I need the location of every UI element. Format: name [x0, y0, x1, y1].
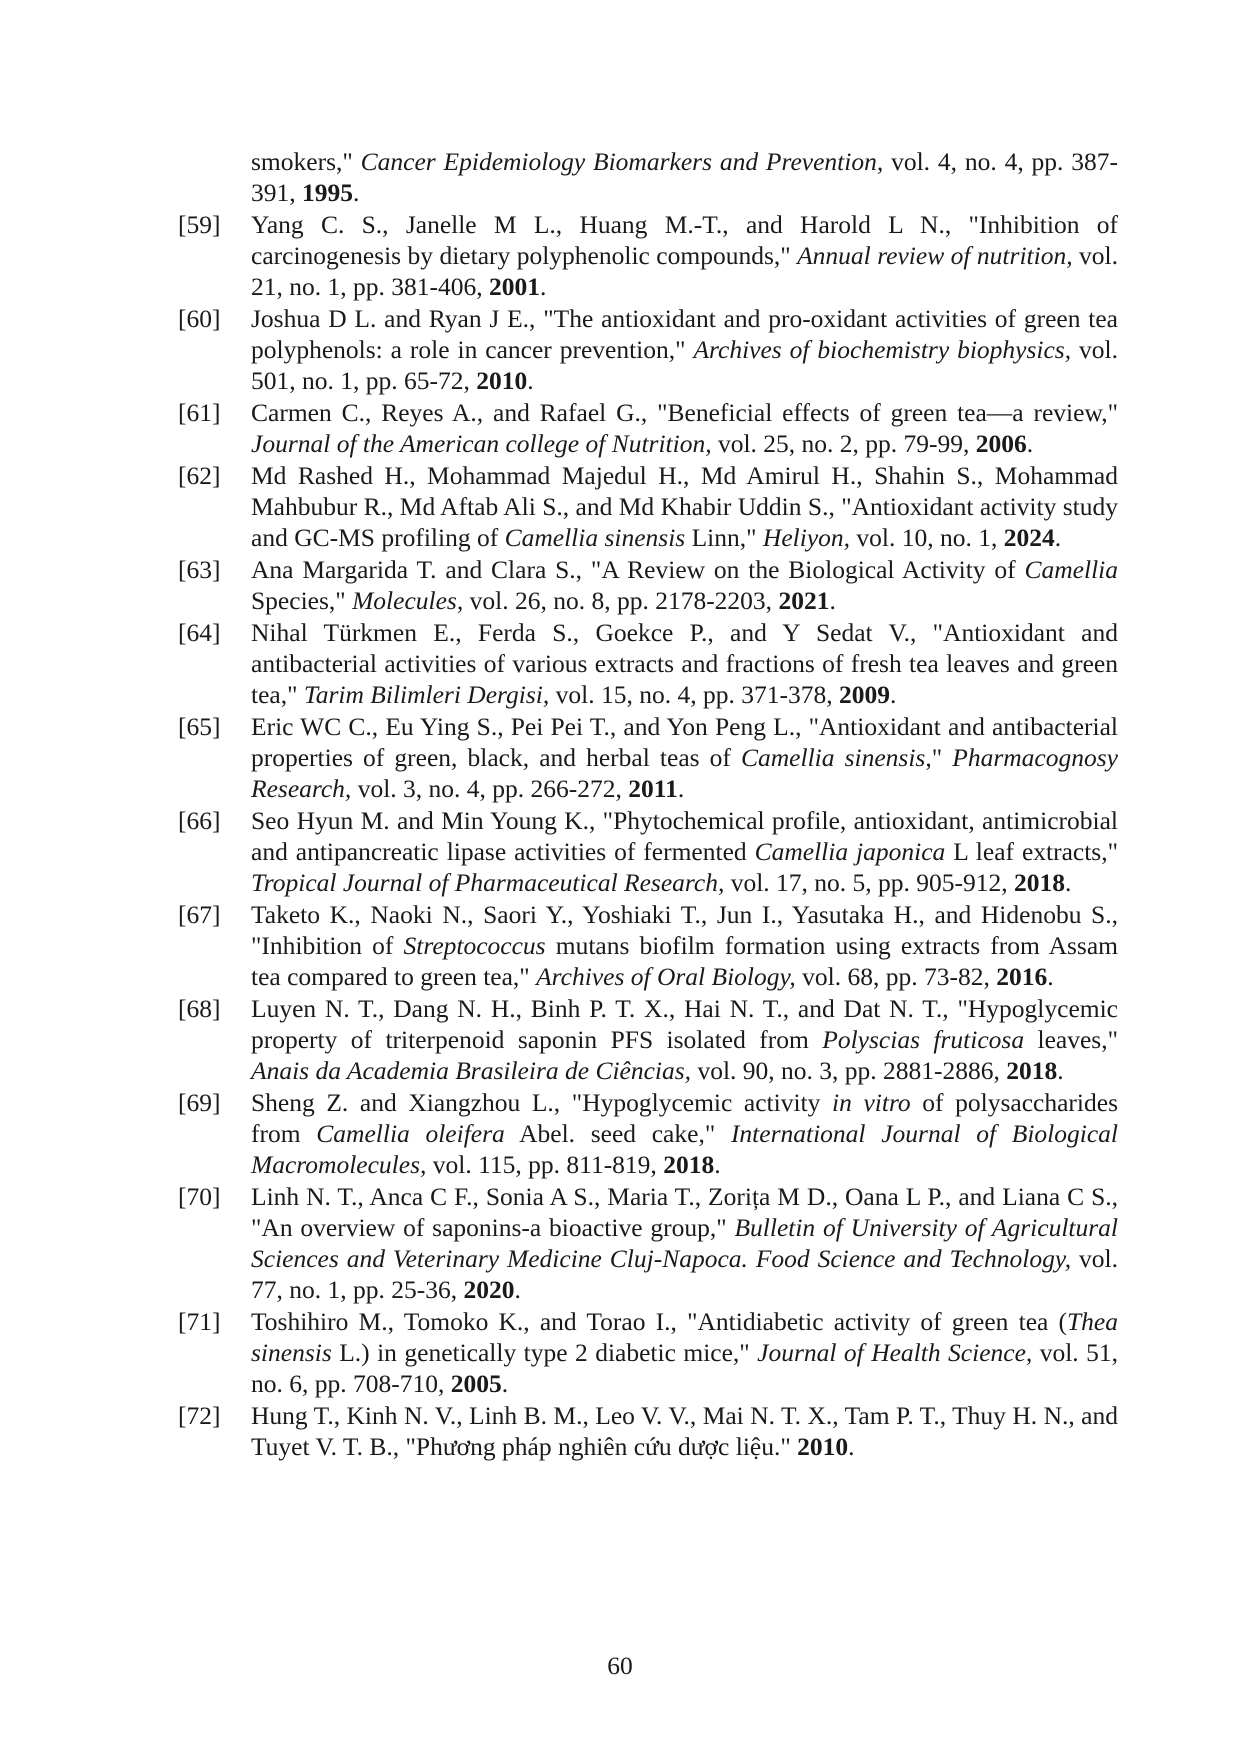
italic-segment: Cancer Epidemiology Biomarkers and Prevention,	[360, 147, 884, 176]
text-segment: .	[1054, 523, 1062, 552]
italic-segment: Anais da Academia Brasileira de Ciências,	[251, 1056, 692, 1085]
italic-segment: Heliyon,	[762, 523, 851, 552]
text-segment: vol. 25, no. 2, pp. 79-99,	[711, 429, 976, 458]
text-segment: smokers,"	[251, 147, 361, 176]
reference-text	[251, 899, 1118, 992]
text-segment: Eric WC C., Eu Ying S., Pei Pei T., and Yon Peng L., "Antioxidant and antibacterial properties of green, black, and herbal teas of	[251, 712, 1118, 772]
text-segment: vol. 10, no. 1,	[850, 523, 1004, 552]
text-segment: Joshua D L. and Ryan J E., "The antioxidant and pro-oxidant activities of green tea polyphenols: a role in cancer prevention,"	[251, 304, 1118, 364]
reference-entry	[178, 617, 1118, 710]
text-segment: .	[514, 1275, 521, 1304]
text-segment: vol. 15, no. 4, pp. 371-378,	[549, 680, 839, 709]
reference-text	[251, 711, 1118, 804]
year-bold: 1995	[302, 178, 353, 207]
reference-entry	[178, 899, 1118, 992]
reference-entry	[178, 397, 1118, 459]
italic-segment: Journal of the American college of Nutrition,	[251, 429, 712, 458]
italic-segment: Camellia oleifera	[316, 1119, 505, 1148]
italic-segment: Bulletin of University of Agricultural Sciences and Veterinary Medicine Cluj-Napoca. Food Science and Technology,	[251, 1213, 1118, 1273]
year-bold: 2018	[663, 1150, 715, 1179]
italic-segment: Archives of biochemistry biophysics,	[693, 335, 1072, 364]
text-segment: .	[527, 366, 534, 395]
reference-entries	[178, 209, 1118, 1462]
reference-text	[251, 1087, 1118, 1180]
text-segment: .	[1065, 868, 1072, 897]
text-segment: Hung T., Kinh N. V., Linh B. M., Leo V. V., Mai N. T. X., Tam P. T., Thuy H. N., and Tuyet V. T. B., "Phương pháp nghiên cứu dược liệu."	[251, 1401, 1118, 1461]
italic-segment: Pharmacognosy Research,	[251, 743, 1118, 803]
reference-entry	[178, 303, 1118, 396]
year-bold: 2011	[628, 774, 678, 803]
reference-text	[251, 303, 1118, 396]
text-segment: Linn,"	[685, 523, 763, 552]
italic-segment: Camellia sinensis	[504, 523, 686, 552]
text-segment: ,"	[925, 743, 953, 772]
text-segment: vol. 115, pp. 811-819,	[426, 1150, 664, 1179]
reference-number: [67]	[178, 900, 221, 929]
text-segment: .	[889, 680, 897, 709]
italic-segment: Polyscias fruticosa	[822, 1025, 1025, 1054]
italic-segment: Journal of Health Science,	[757, 1338, 1033, 1367]
italic-segment: Camellia japonica	[754, 837, 946, 866]
text-segment: .	[353, 178, 360, 207]
italic-segment: Archives of Oral Biology,	[536, 962, 796, 991]
text-segment: .	[501, 1369, 509, 1398]
text-segment: .	[1026, 429, 1034, 458]
reference-number: [64]	[178, 618, 221, 647]
text-segment: Luyen N. T., Dang N. H., Binh P. T. X., Hai N. T., and Dat N. T., "Hypoglycemic property of triterpenoid saponin PFS isolated from	[251, 994, 1118, 1054]
reference-number: [66]	[178, 806, 221, 835]
reference-number: [63]	[178, 555, 221, 584]
text-segment: .	[848, 1432, 855, 1461]
italic-segment: Camellia sinensis	[741, 743, 926, 772]
italic-segment: Thea sinensis	[251, 1307, 1118, 1367]
text-segment: .	[677, 774, 685, 803]
text-segment: Yang C. S., Janelle M L., Huang M.-T., and Harold L N., "Inhibition of carcinogenesis by dietary polyphenolic compounds,"	[251, 210, 1118, 270]
text-segment: L.) in genetically type 2 diabetic mice,"	[331, 1338, 758, 1367]
text-segment: Taketo K., Naoki N., Saori Y., Yoshiaki T., Jun I., Yasutaka H., and Hidenobu S., "Inhibition of	[251, 900, 1118, 960]
year-bold: 2005	[450, 1369, 502, 1398]
year-bold: 2020	[463, 1275, 515, 1304]
reference-number: [70]	[178, 1182, 221, 1211]
reference-entry	[178, 805, 1118, 898]
reference-entry	[178, 1181, 1118, 1305]
text-segment: Species,"	[251, 586, 353, 615]
text-segment: vol. 77, no. 1, pp. 25-36,	[251, 1244, 1118, 1304]
text-segment: Seo Hyun M. and Min Young K., "Phytochemical profile, antioxidant, antimicrobial and antipancreatic lipase activities of fermented	[251, 806, 1118, 866]
reference-entry	[178, 711, 1118, 804]
reference-number: [69]	[178, 1088, 221, 1117]
italic-segment: in vitro	[832, 1088, 911, 1117]
reference-text	[251, 397, 1118, 459]
year-bold: 2018	[1014, 868, 1066, 897]
text-segment: Sheng Z. and Xiangzhou L., "Hypoglycemic activity	[251, 1088, 833, 1117]
text-segment: vol. 21, no. 1, pp. 381-406,	[251, 241, 1118, 301]
reference-list	[178, 146, 1118, 1462]
text-segment: of polysaccharides from	[251, 1088, 1118, 1148]
reference-entry	[178, 1087, 1118, 1180]
reference-text	[251, 1181, 1118, 1305]
reference-text	[251, 805, 1118, 898]
text-segment: vol. 26, no. 8, pp. 2178-2203,	[463, 586, 779, 615]
year-bold: 2021	[778, 586, 830, 615]
text-segment: Carmen C., Reyes A., and Rafael G., "Beneficial effects of green tea—a review,"	[251, 398, 1118, 427]
reference-text	[251, 460, 1118, 553]
text-segment: vol. 17, no. 5, pp. 905-912,	[724, 868, 1015, 897]
text-segment: vol. 4, no. 4, pp. 387-391,	[251, 147, 1118, 207]
text-segment: vol. 501, no. 1, pp. 65-72,	[251, 335, 1118, 395]
year-bold: 2009	[838, 680, 890, 709]
text-segment: .	[540, 272, 547, 301]
text-segment: .	[1047, 962, 1054, 991]
year-bold: 2016	[996, 962, 1048, 991]
text-segment: vol. 68, pp. 73-82,	[795, 962, 997, 991]
text-segment: vol. 51, no. 6, pp. 708-710,	[251, 1338, 1119, 1398]
reference-number: [68]	[178, 994, 221, 1023]
reference-number: [60]	[178, 304, 221, 333]
year-bold: 2001	[489, 272, 540, 301]
reference-text	[251, 554, 1118, 616]
reference-text	[251, 993, 1118, 1086]
year-bold: 2010	[476, 366, 528, 395]
year-bold: 2010	[797, 1432, 849, 1461]
reference-text	[251, 1400, 1118, 1462]
reference-entry	[178, 209, 1118, 302]
year-bold: 2006	[975, 429, 1027, 458]
page-number: 60	[607, 1651, 633, 1680]
reference-number: [61]	[178, 398, 221, 427]
reference-number: [72]	[178, 1401, 221, 1430]
reference-entry	[178, 460, 1118, 553]
italic-segment: Molecules,	[352, 586, 464, 615]
text-segment: leaves,"	[1024, 1025, 1119, 1054]
italic-segment: Camellia	[1024, 555, 1118, 584]
text-segment: .	[1057, 1056, 1064, 1085]
text-segment: L leaf extracts,"	[945, 837, 1119, 866]
reference-entry	[178, 1306, 1118, 1399]
reference-number: [71]	[178, 1307, 221, 1336]
reference-text	[251, 617, 1118, 710]
italic-segment: Tropical Journal of Pharmaceutical Research,	[251, 868, 725, 897]
year-bold: 2024	[1003, 523, 1055, 552]
reference-text	[251, 209, 1118, 302]
reference-number: [65]	[178, 712, 221, 741]
text-segment: Md Rashed H., Mohammad Majedul H., Md Amirul H., Shahin S., Mohammad Mahbubur R., Md Aftab Ali S., and Md Khabir Uddin S., "Antioxidant activity study and GC-MS profiling of	[251, 461, 1118, 552]
text-segment: Abel. seed cake,"	[504, 1119, 731, 1148]
text-segment: .	[829, 586, 836, 615]
text-segment: Nihal Türkmen E., Ferda S., Goekce P., and Y Sedat V., "Antioxidant and antibacterial activities of various extracts and fractions of fresh tea leaves and green tea,"	[251, 618, 1118, 709]
reference-entry	[178, 1400, 1118, 1462]
reference-entry	[178, 993, 1118, 1086]
reference-continuation	[251, 146, 1118, 208]
italic-segment: Annual review of nutrition,	[797, 241, 1073, 270]
reference-number: [62]	[178, 461, 221, 490]
reference-entry	[178, 554, 1118, 616]
italic-segment: Tarim Bilimleri Dergisi,	[303, 680, 550, 709]
text-segment: mutans biofilm formation using extracts from Assam tea compared to green tea,"	[251, 931, 1119, 991]
italic-segment: International Journal of Biological Macromolecules,	[251, 1119, 1119, 1179]
reference-number: [59]	[178, 210, 221, 239]
text-segment: Toshihiro M., Tomoko K., and Torao I., "Antidiabetic activity of green tea (	[251, 1307, 1067, 1336]
text-segment: Ana Margarida T. and Clara S., "A Review on the Biological Activity of	[251, 555, 1025, 584]
italic-segment: Streptococcus	[403, 931, 546, 960]
reference-text	[251, 1306, 1118, 1399]
text-segment: .	[714, 1150, 721, 1179]
text-segment: vol. 90, no. 3, pp. 2881-2886,	[691, 1056, 1007, 1085]
text-segment: Linh N. T., Anca C F., Sonia A S., Maria T., Zorița M D., Oana L P., and Liana C S., "An overview of saponins-a bioactive group,"	[251, 1182, 1118, 1242]
year-bold: 2018	[1006, 1056, 1058, 1085]
text-segment: vol. 3, no. 4, pp. 266-272,	[351, 774, 629, 803]
